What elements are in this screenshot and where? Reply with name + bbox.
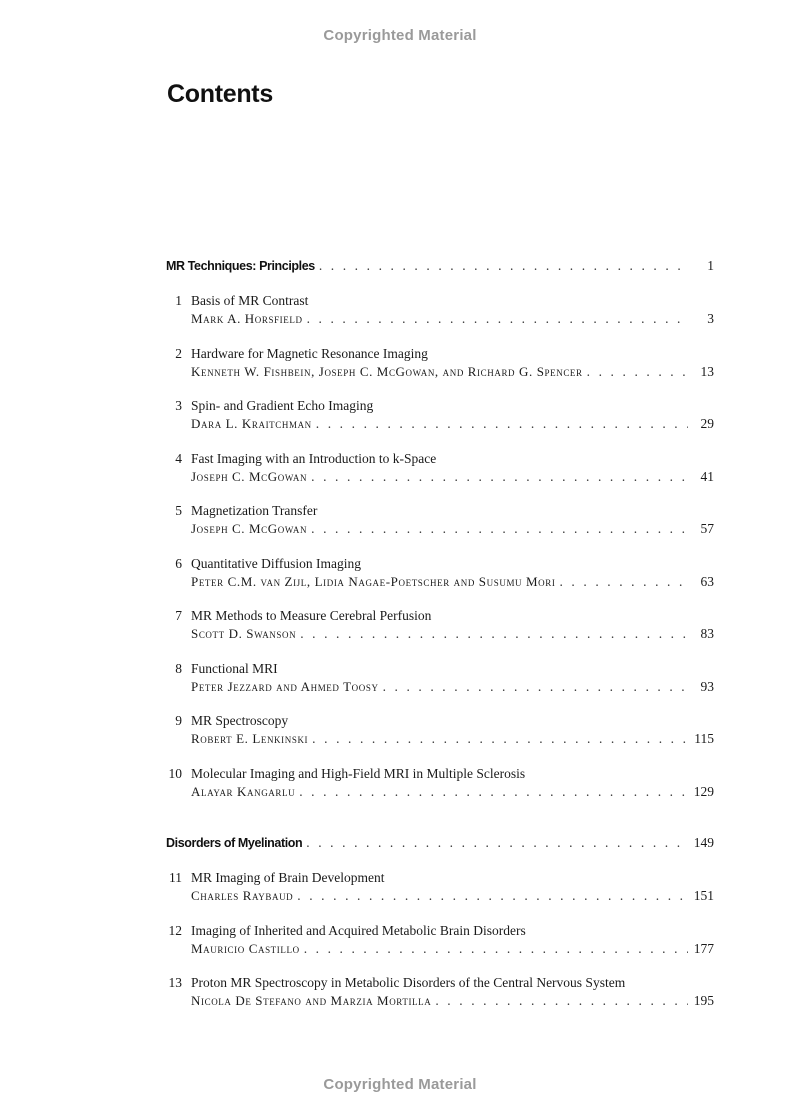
page-number: 83	[700, 626, 714, 641]
chapter-title: Hardware for Magnetic Resonance Imaging	[191, 346, 428, 361]
chapter-title-line[interactable]	[166, 555, 714, 573]
chapter-number: 3	[175, 398, 182, 413]
chapter-title: Imaging of Inherited and Acquired Metabolic Brain Disorders	[191, 923, 526, 938]
page-number: 3	[707, 311, 714, 326]
chapter-title-line[interactable]	[166, 607, 714, 625]
chapter-authors-line	[166, 625, 714, 643]
chapter-title-line[interactable]	[166, 660, 714, 678]
chapter-title-line[interactable]	[166, 502, 714, 520]
dot-leader	[304, 940, 688, 958]
dot-leader	[319, 257, 688, 275]
dot-leader	[306, 834, 688, 852]
chapter-title-line[interactable]	[166, 712, 714, 730]
chapter-title: Functional MRI	[191, 661, 278, 676]
chapter-authors: Dara L. Kraitchman	[191, 416, 312, 431]
toc-part-heading[interactable]	[166, 834, 714, 852]
dot-leader	[312, 730, 688, 748]
chapter-authors-line	[166, 415, 714, 433]
watermark-bottom: Copyrighted Material	[323, 1076, 477, 1093]
chapter-title: MR Imaging of Brain Development	[191, 870, 385, 885]
page-number: 115	[694, 731, 714, 746]
dot-leader	[383, 678, 688, 696]
chapter-title-line[interactable]	[166, 765, 714, 783]
chapter-authors-line	[166, 520, 714, 538]
chapter-authors: Scott D. Swanson	[191, 626, 297, 641]
chapter-number: 7	[175, 608, 182, 623]
chapter-title-line[interactable]	[166, 450, 714, 468]
page-number: 1	[707, 258, 714, 273]
chapter-authors: Joseph C. McGowan	[191, 521, 308, 536]
dot-leader	[435, 992, 688, 1010]
chapter-authors: Charles Raybaud	[191, 888, 294, 903]
chapter-title: MR Methods to Measure Cerebral Perfusion	[191, 608, 432, 623]
chapter-authors-line	[166, 363, 714, 381]
chapter-authors: Mauricio Castillo	[191, 941, 300, 956]
chapter-title: Quantitative Diffusion Imaging	[191, 556, 361, 571]
watermark-top: Copyrighted Material	[323, 27, 477, 44]
chapter-authors-line	[166, 992, 714, 1010]
dot-leader	[300, 625, 688, 643]
page-number: 63	[700, 574, 714, 589]
page-number: 151	[693, 888, 714, 903]
chapter-number: 10	[168, 766, 182, 781]
dot-leader	[307, 310, 688, 328]
chapter-authors-line	[166, 468, 714, 486]
page-number: 57	[700, 521, 714, 536]
chapter-authors-line	[166, 678, 714, 696]
page-number: 195	[693, 993, 714, 1008]
page-number: 29	[700, 416, 714, 431]
chapter-number: 5	[175, 503, 182, 518]
dot-leader	[316, 415, 688, 433]
chapter-number: 6	[175, 556, 182, 571]
chapter-authors: Peter C.M. van Zijl, Lidia Nagae-Poetscher and Susumu Mori	[191, 574, 556, 589]
chapter-authors: Alayar Kangarlu	[191, 784, 296, 799]
chapter-number: 13	[168, 975, 182, 990]
chapter-title-line[interactable]	[166, 922, 714, 940]
chapter-authors-line	[166, 730, 714, 748]
chapter-authors-line	[166, 573, 714, 591]
chapter-number: 2	[175, 346, 182, 361]
chapter-authors: Joseph C. McGowan	[191, 469, 308, 484]
chapter-number: 9	[175, 713, 182, 728]
chapter-title-line[interactable]	[166, 974, 714, 992]
chapter-authors-line	[166, 783, 714, 801]
chapter-title: Magnetization Transfer	[191, 503, 318, 518]
page-title: Contents	[167, 80, 273, 108]
part-title: Disorders of Myelination	[166, 836, 303, 850]
chapter-authors-line	[166, 887, 714, 905]
chapter-title: Proton MR Spectroscopy in Metabolic Disorders of the Central Nervous System	[191, 975, 626, 990]
chapter-number: 11	[169, 870, 182, 885]
chapter-title-line[interactable]	[166, 292, 714, 310]
page-number: 149	[693, 835, 714, 850]
chapter-title: MR Spectroscopy	[191, 713, 289, 728]
chapter-number: 12	[168, 923, 182, 938]
chapter-authors: Nicola De Stefano and Marzia Mortilla	[191, 993, 432, 1008]
page-number: 41	[700, 469, 714, 484]
dot-leader	[311, 468, 688, 486]
page-number: 177	[693, 941, 714, 956]
chapter-title: Fast Imaging with an Introduction to k-Space	[191, 451, 437, 466]
chapter-authors-line	[166, 310, 714, 328]
chapter-title-line[interactable]	[166, 869, 714, 887]
chapter-title-line[interactable]	[166, 397, 714, 415]
page-number: 13	[700, 364, 714, 379]
chapter-authors-line	[166, 940, 714, 958]
chapter-number: 4	[175, 451, 182, 466]
dot-leader	[299, 783, 688, 801]
chapter-title-line[interactable]	[166, 345, 714, 363]
chapter-authors: Mark A. Horsfield	[191, 311, 303, 326]
toc-part-heading[interactable]	[166, 257, 714, 275]
chapter-title: Basis of MR Contrast	[191, 293, 309, 308]
chapter-title: Molecular Imaging and High-Field MRI in Multiple Sclerosis	[191, 766, 526, 781]
dot-leader	[559, 573, 688, 591]
chapter-authors: Peter Jezzard and Ahmed Toosy	[191, 679, 379, 694]
part-title: MR Techniques: Principles	[166, 259, 315, 273]
chapter-authors: Robert E. Lenkinski	[191, 731, 309, 746]
dot-leader	[587, 363, 688, 381]
chapter-authors: Kenneth W. Fishbein, Joseph C. McGowan, and Richard G. Spencer	[191, 364, 583, 379]
chapter-number: 1	[175, 293, 182, 308]
chapter-title: Spin- and Gradient Echo Imaging	[191, 398, 374, 413]
page-number: 129	[693, 784, 714, 799]
dot-leader	[311, 520, 688, 538]
page-number: 93	[700, 679, 714, 694]
dot-leader	[297, 887, 688, 905]
chapter-number: 8	[175, 661, 182, 676]
